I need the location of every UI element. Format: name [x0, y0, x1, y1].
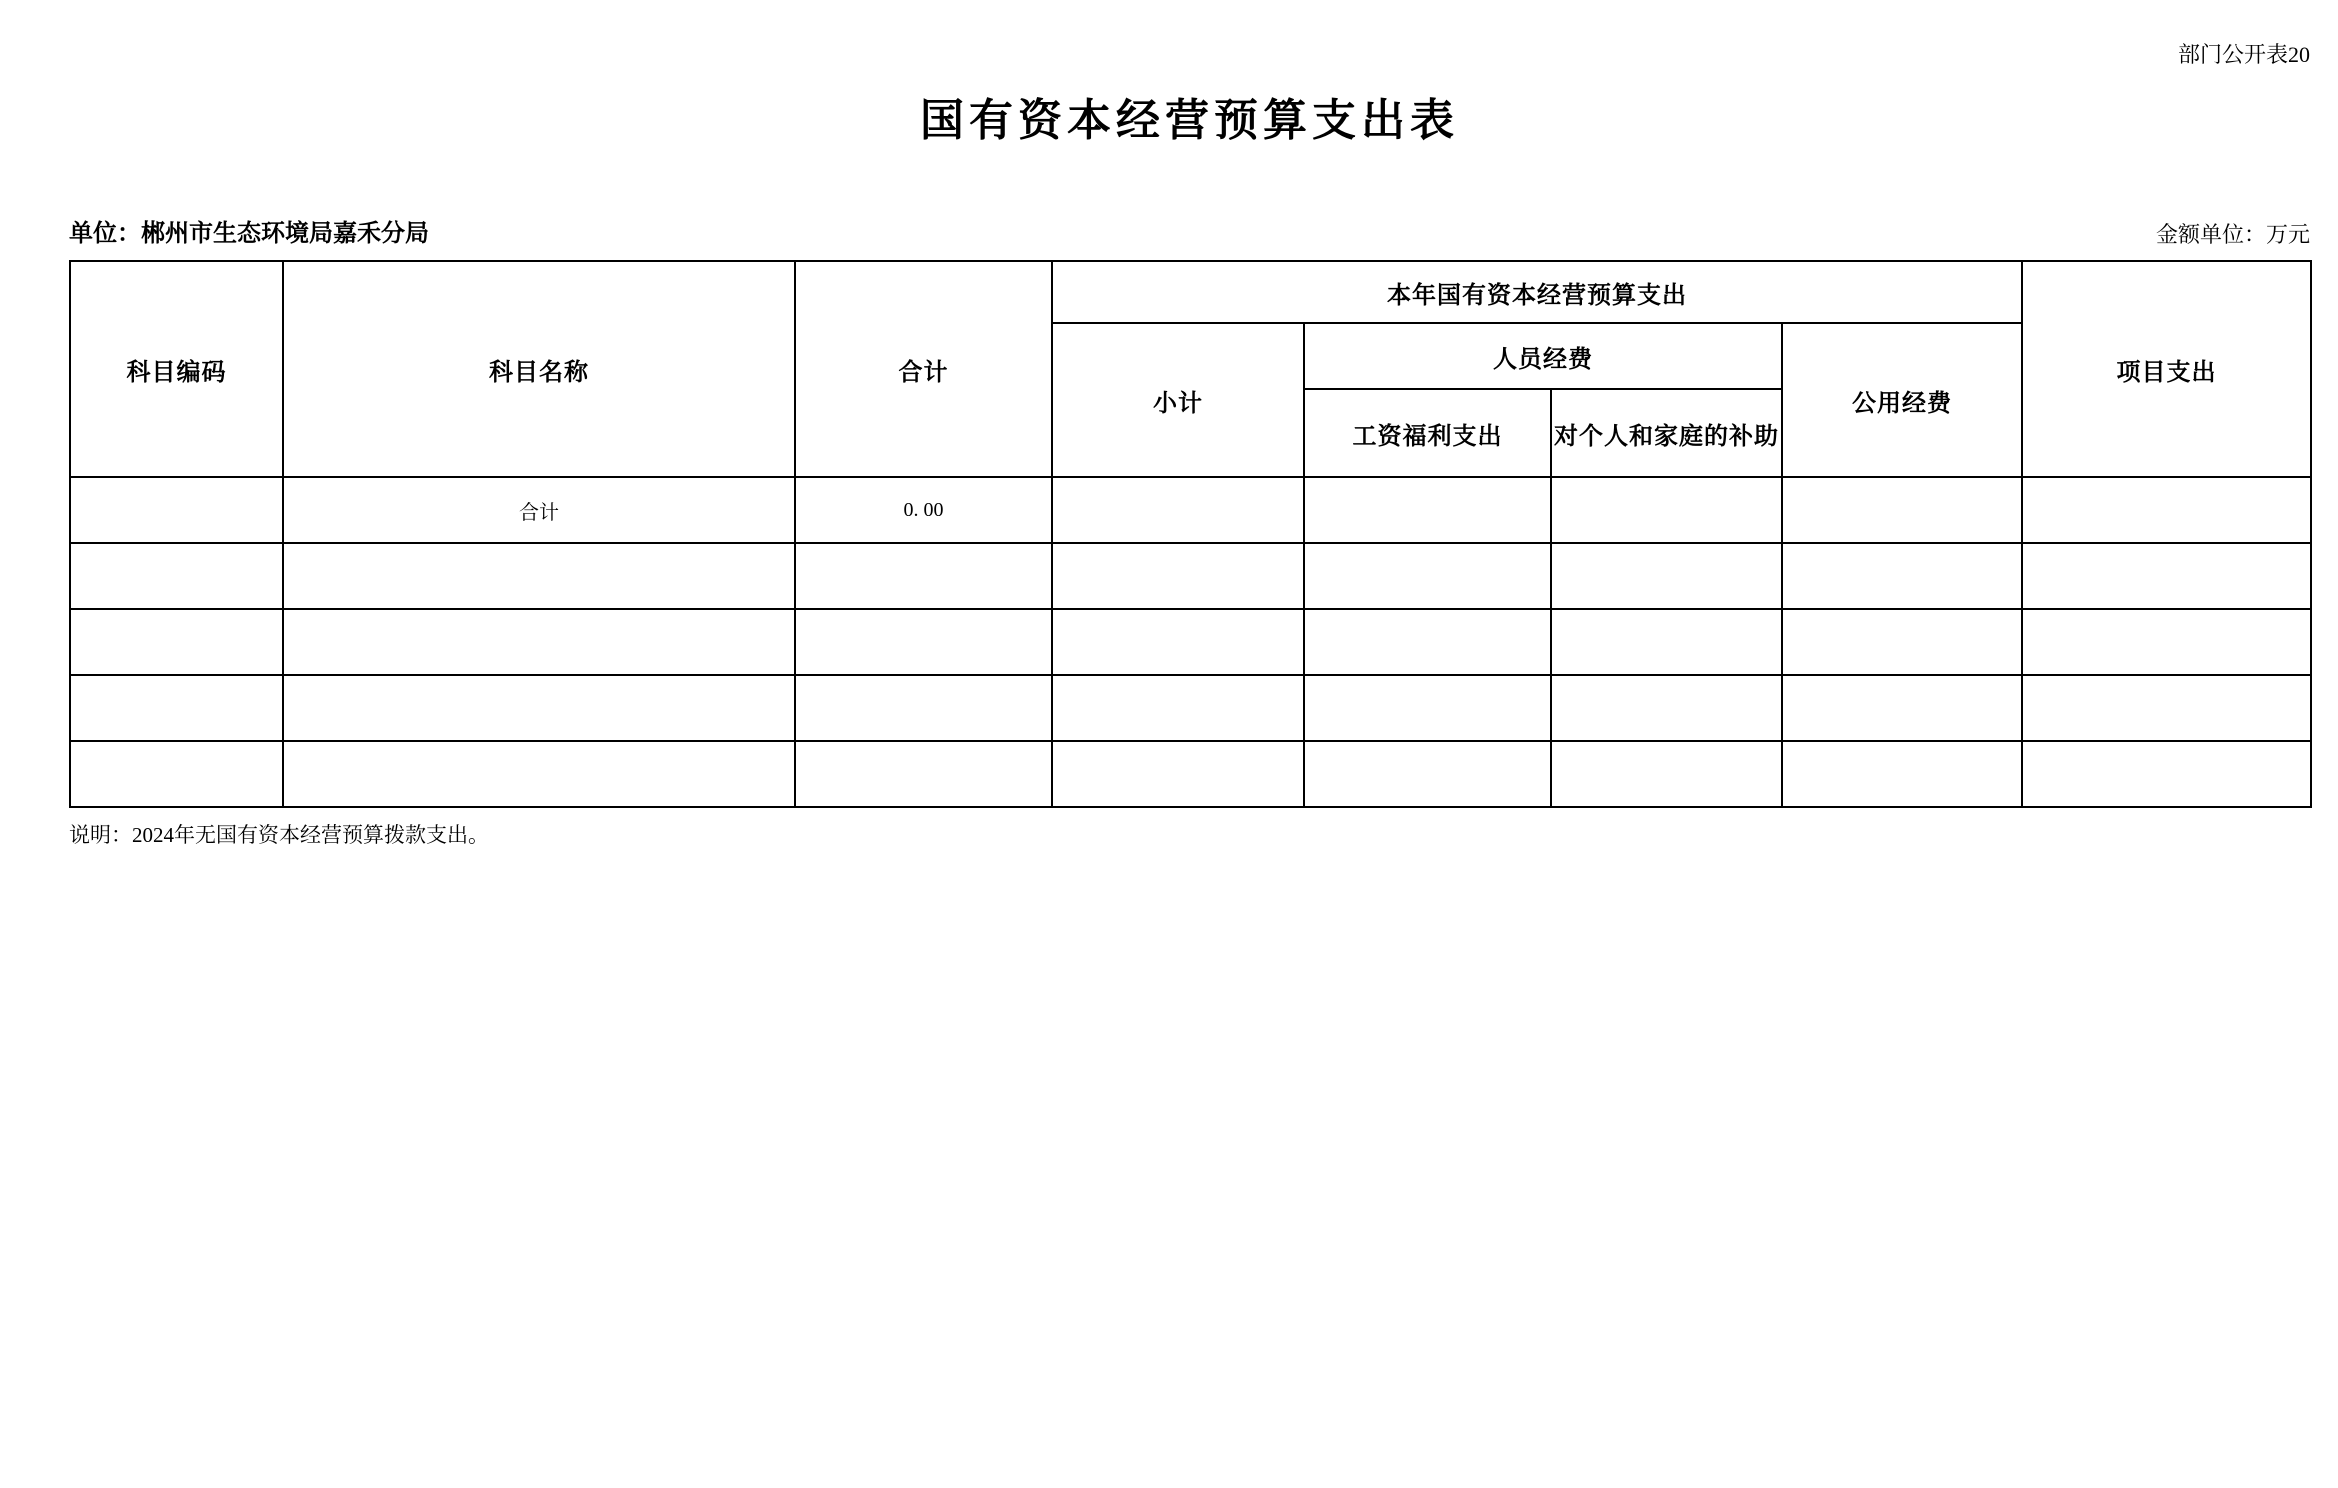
header-current-year-group: 本年国有资本经营预算支出 [1052, 261, 2022, 323]
cell-subject-code [70, 675, 283, 741]
cell-wage-welfare [1304, 675, 1551, 741]
table-row [70, 741, 2311, 807]
header-public-funds: 公用经费 [1782, 323, 2022, 477]
cell-public-funds [1782, 609, 2022, 675]
document-content [69, 0, 2310, 848]
cell-individual-family-subsidy [1551, 675, 1782, 741]
cell-subject-name [283, 543, 795, 609]
table-row [70, 477, 2311, 543]
cell-project-expenditure [2022, 675, 2311, 741]
header-subject-code: 科目编码 [70, 261, 283, 477]
table-row [70, 543, 2311, 609]
cell-wage-welfare [1304, 609, 1551, 675]
cell-project-expenditure [2022, 609, 2311, 675]
meta-row [69, 219, 2310, 249]
cell-public-funds [1782, 741, 2022, 807]
cell-subject-name [283, 609, 795, 675]
cell-public-funds [1782, 675, 2022, 741]
table-row [70, 609, 2311, 675]
cell-subject-name [283, 675, 795, 741]
footnote: 说明：2024年无国有资本经营预算拨款支出。 [69, 823, 489, 847]
header-subject-name: 科目名称 [283, 261, 795, 477]
cell-subtotal [1052, 477, 1304, 543]
header-project-expenditure: 项目支出 [2022, 261, 2311, 477]
cell-individual-family-subsidy [1551, 477, 1782, 543]
cell-individual-family-subsidy [1551, 741, 1782, 807]
cell-total [795, 675, 1052, 741]
budget-table [69, 260, 2312, 808]
cell-subject-code [70, 609, 283, 675]
cell-subject-code [70, 543, 283, 609]
header-personnel-funds-group: 人员经费 [1304, 323, 1782, 389]
cell-subtotal [1052, 609, 1304, 675]
header-wage-welfare: 工资福利支出 [1304, 389, 1551, 477]
cell-wage-welfare [1304, 477, 1551, 543]
doc-ref-label: 部门公开表20 [2177, 42, 2310, 67]
cell-subject-name [283, 741, 795, 807]
cell-wage-welfare [1304, 543, 1551, 609]
table-body [70, 477, 2311, 807]
cell-total [795, 609, 1052, 675]
cell-public-funds [1782, 477, 2022, 543]
cell-subject-code [70, 477, 283, 543]
cell-total [795, 543, 1052, 609]
cell-subtotal [1052, 543, 1304, 609]
header-total: 合计 [795, 261, 1052, 477]
cell-subject-name: 合计 [283, 477, 795, 543]
cell-total: 0. 00 [795, 477, 1052, 543]
cell-public-funds [1782, 543, 2022, 609]
cell-individual-family-subsidy [1551, 609, 1782, 675]
unit-label: 单位：郴州市生态环境局嘉禾分局 [69, 221, 429, 247]
cell-project-expenditure [2022, 543, 2311, 609]
table-row [70, 675, 2311, 741]
amount-unit-label: 金额单位：万元 [2155, 222, 2310, 247]
page-title: 国有资本经营预算支出表 [920, 96, 1459, 145]
cell-wage-welfare [1304, 741, 1551, 807]
table-header [70, 261, 2311, 477]
cell-individual-family-subsidy [1551, 543, 1782, 609]
cell-project-expenditure [2022, 741, 2311, 807]
header-subtotal: 小计 [1052, 323, 1304, 477]
cell-project-expenditure [2022, 477, 2311, 543]
cell-subtotal [1052, 675, 1304, 741]
header-row-1 [70, 261, 2311, 323]
header-individual-family-subsidy: 对个人和家庭的补助 [1551, 389, 1782, 477]
cell-total [795, 741, 1052, 807]
cell-subject-code [70, 741, 283, 807]
cell-subtotal [1052, 741, 1304, 807]
